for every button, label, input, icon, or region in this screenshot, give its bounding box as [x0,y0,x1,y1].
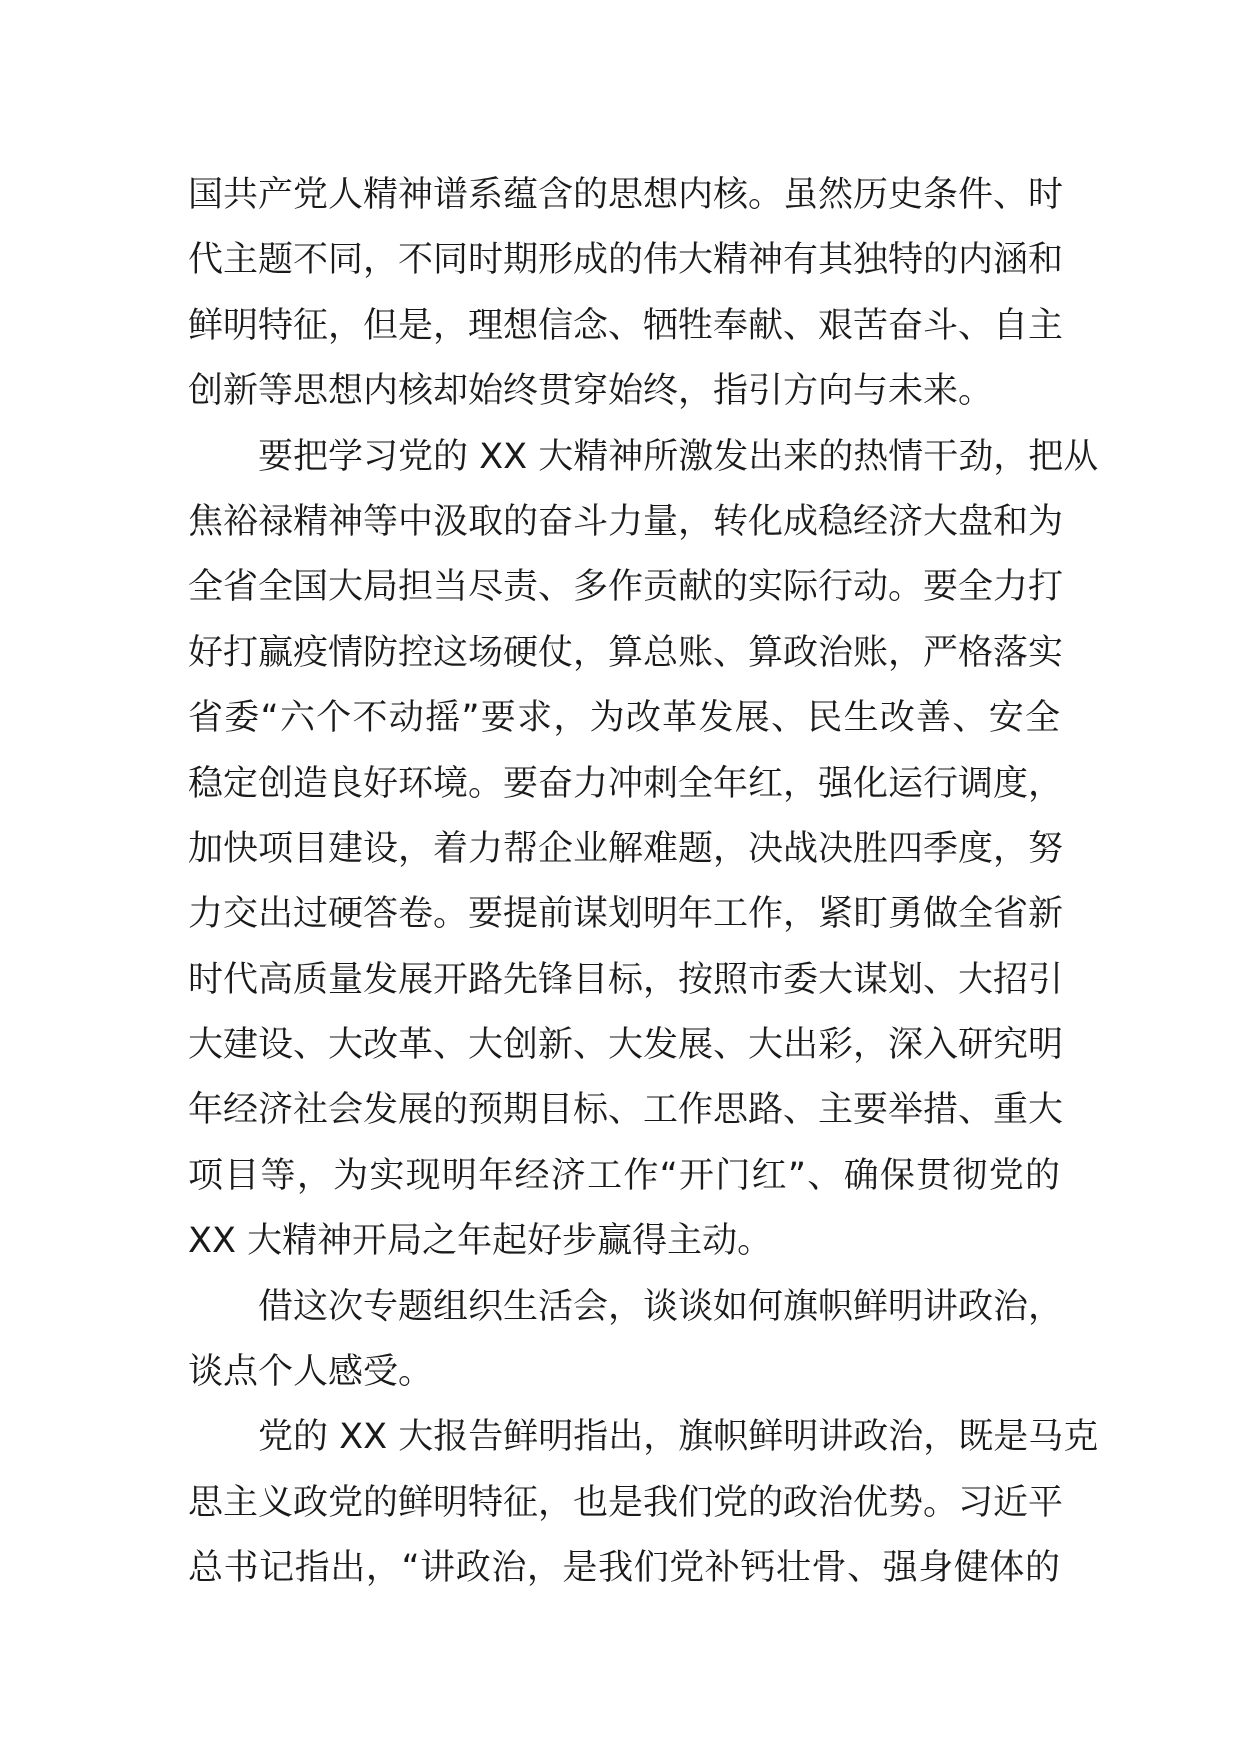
text-line: 思主义政党的鲜明特征，也是我们党的政治优势。习近平 [188,1482,1064,1523]
paragraph [188,425,1099,1275]
text-line: XX 大精神开局之年起好步赢得主动。 [188,1221,773,1262]
text-line: 党的 XX 大报告鲜明指出，旗帜鲜明讲政治，既是马克 [258,1417,1099,1458]
text-line: 鲜明特征，但是，理想信念、牺牲奉献、艰苦奋斗、自主 [188,305,1064,346]
text-line: 代主题不同，不同时期形成的伟大精神有其独特的内涵和 [188,240,1064,281]
text-line: 稳定创造良好环境。要奋力冲刺全年红，强化运行调度， [188,763,1064,804]
paragraph [188,163,1064,425]
text-line: 总书记指出，“讲政治，是我们党补钙壮骨、强身健体的 [188,1548,1060,1589]
text-line: 力交出过硬答卷。要提前谋划明年工作，紧盯勇做全省新 [188,894,1064,935]
text-line: 要把学习党的 XX 大精神所激发出来的热情干劲，把从 [258,436,1099,477]
text-line: 好打赢疫情防控这场硬仗，算总账、算政治账，严格落实 [188,632,1064,673]
text-line: 大建设、大改革、大创新、大发展、大出彩，深入研究明 [188,1025,1064,1066]
text-line: 焦裕禄精神等中汲取的奋斗力量，转化成稳经济大盘和为 [188,501,1064,542]
text-line: 项目等，为实现明年经济工作“开门红”、确保贯彻党的 [188,1155,1060,1196]
body-text [188,163,1099,1602]
text-line: 省委“六个不动摇”要求，为改革发展、民生改善、安全 [188,698,1060,739]
text-line: 全省全国大局担当尽责、多作贡献的实际行动。要全力打 [188,567,1064,608]
text-line: 加快项目建设，着力帮企业解难题，决战决胜四季度，努 [188,828,1064,869]
text-line: 借这次专题组织生活会，谈谈如何旗帜鲜明讲政治， [258,1286,1064,1327]
text-line: 年经济社会发展的预期目标、工作思路、主要举措、重大 [188,1090,1064,1131]
text-line: 时代高质量发展开路先锋目标，按照市委大谋划、大招引 [188,959,1064,1000]
text-line: 创新等思想内核却始终贯穿始终，指引方向与未来。 [188,371,994,412]
paragraph [188,1275,1064,1406]
text-line: 国共产党人精神谱系蕴含的思想内核。虽然历史条件、时 [188,175,1064,215]
paragraph [188,1405,1099,1601]
text-line: 谈点个人感受。 [188,1352,434,1393]
